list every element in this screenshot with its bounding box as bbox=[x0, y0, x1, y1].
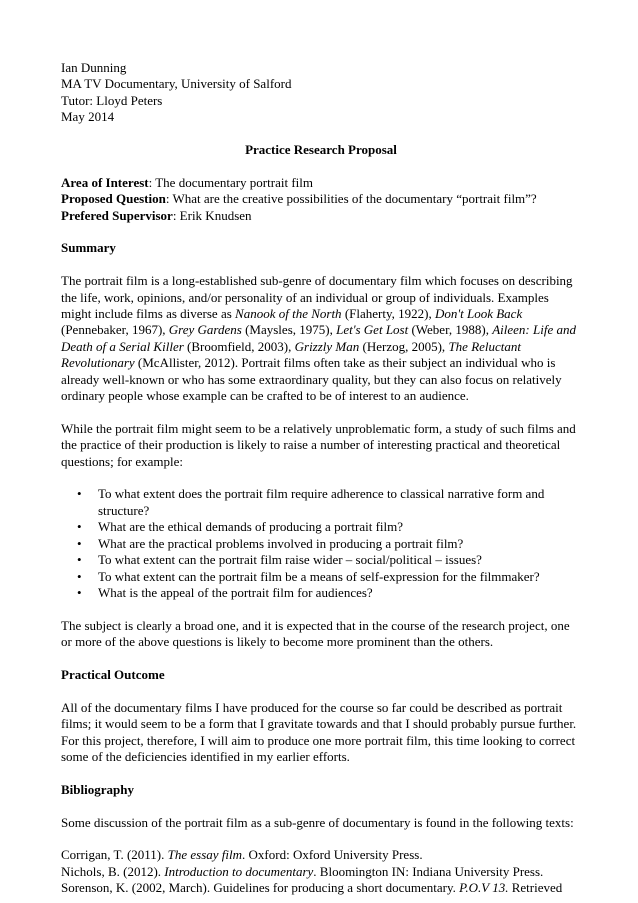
course-name: MA TV Documentary, University of Salford bbox=[61, 76, 292, 92]
summary-paragraph-2: While the portrait film might seem to be a relatively unproblematic form, a study of such films and the practice of their production is likely to raise a number of interesting practical and theoretical questions; for example: bbox=[61, 420, 576, 469]
question-label: Proposed Question bbox=[61, 191, 166, 207]
question-value: : What are the creative possibilities of the documentary “portrait film”? bbox=[165, 191, 537, 207]
bibliography-intro: Some discussion of the portrait film as a sub-genre of documentary is found in the following texts: bbox=[61, 814, 574, 830]
summary-heading: Summary bbox=[61, 240, 116, 256]
film-title: Aileen: Life and Death of a Serial Killer bbox=[61, 322, 576, 354]
area-of-interest bbox=[61, 175, 581, 191]
tutor-name: Tutor: Lloyd Peters bbox=[61, 92, 163, 108]
summary-paragraph-1: The portrait film is a long-established sub-genre of documentary film which focuses on describing the life, work, opinions, and/or personality of an individual or group of individuals. Examples might include films as diverse as Nanook of the North (Flaherty, 1922), Don't Look Back (Pennebaker, 1967), Grey Gardens (Maysles, 1975), Let's Get Lost (Weber, 1988), Aileen: Life and Death of a Serial Killer (Broomfield, 2003), Grizzly Man (Herzog, 2005), The Reluctant Revolutionary (McAllister, 2012). Portrait films often take as their subject an individual who is already well-known or who has some extraordinary quality, but they can also focus on relatively ordinary people whose example can be crafted to be of interest to an audience. bbox=[61, 273, 576, 404]
research-questions-list bbox=[61, 486, 581, 601]
bullet-icon: • bbox=[77, 486, 82, 502]
summary-paragraph-3: The subject is clearly a broad one, and it is expected that in the course of the research project, one or more of the above questions is likely to become more prominent than the others. bbox=[61, 617, 570, 650]
bullet-icon: • bbox=[77, 568, 82, 584]
header-block bbox=[61, 60, 581, 126]
list-item: • To what extent can the portrait film be a means of self-expression for the filmmaker? bbox=[77, 568, 540, 584]
area-label: Area of Interest bbox=[61, 174, 149, 190]
list-item: • To what extent can the portrait film raise wider – social/political – issues? bbox=[77, 552, 482, 568]
document-title: Practice Research Proposal bbox=[245, 142, 397, 158]
document-date: May 2014 bbox=[61, 109, 115, 125]
author-name: Ian Dunning bbox=[61, 60, 127, 75]
film-title: Nanook of the North bbox=[235, 306, 342, 322]
document-body bbox=[61, 60, 581, 897]
proposal-meta bbox=[61, 175, 581, 224]
reference-entry: Sorenson, K. (2002, March). Guidelines for producing a short documentary. P.O.V 13. Retrieved bbox=[61, 880, 563, 896]
preferred-supervisor bbox=[61, 208, 581, 224]
film-title: The Reluctant Revolutionary bbox=[61, 338, 522, 371]
list-item: • What is the appeal of the portrait film for audiences? bbox=[77, 584, 373, 600]
reference-list bbox=[61, 847, 581, 896]
supervisor-label: Prefered Supervisor bbox=[61, 207, 173, 223]
film-title: Grey Gardens bbox=[168, 322, 242, 338]
list-item: • What are the ethical demands of producing a portrait film? bbox=[77, 519, 404, 535]
bullet-icon: • bbox=[77, 552, 82, 568]
reference-entry: Nichols, B. (2012). Introduction to documentary. Bloomington IN: Indiana University Press. bbox=[61, 863, 544, 879]
film-title: Let's Get Lost bbox=[336, 322, 409, 338]
area-value: : The documentary portrait film bbox=[148, 174, 313, 190]
bullet-icon: • bbox=[77, 535, 82, 551]
list-item: • What are the practical problems involved in producing a portrait film? bbox=[77, 535, 464, 551]
bullet-icon: • bbox=[77, 584, 82, 600]
bibliography-heading: Bibliography bbox=[61, 781, 134, 797]
supervisor-value: : Erik Knudsen bbox=[172, 207, 252, 223]
film-title: Grizzly Man bbox=[294, 338, 360, 354]
film-title: Don't Look Back bbox=[434, 306, 523, 322]
bullet-icon: • bbox=[77, 519, 82, 535]
proposed-question bbox=[61, 191, 581, 207]
outcome-heading: Practical Outcome bbox=[61, 666, 165, 682]
list-item: • To what extent does the portrait film require adherence to classical narrative form and structure? bbox=[77, 486, 545, 518]
reference-entry: Corrigan, T. (2011). The essay film. Oxford: Oxford University Press. bbox=[61, 847, 423, 863]
outcome-paragraph: All of the documentary films I have produced for the course so far could be described as portrait films; it would seem to be a form that I gravitate towards and that I should probably pursue further. For this project, therefore, I will aim to produce one more portrait film, this time looking to correct some of the deficiencies identified in my earlier efforts. bbox=[61, 699, 577, 764]
